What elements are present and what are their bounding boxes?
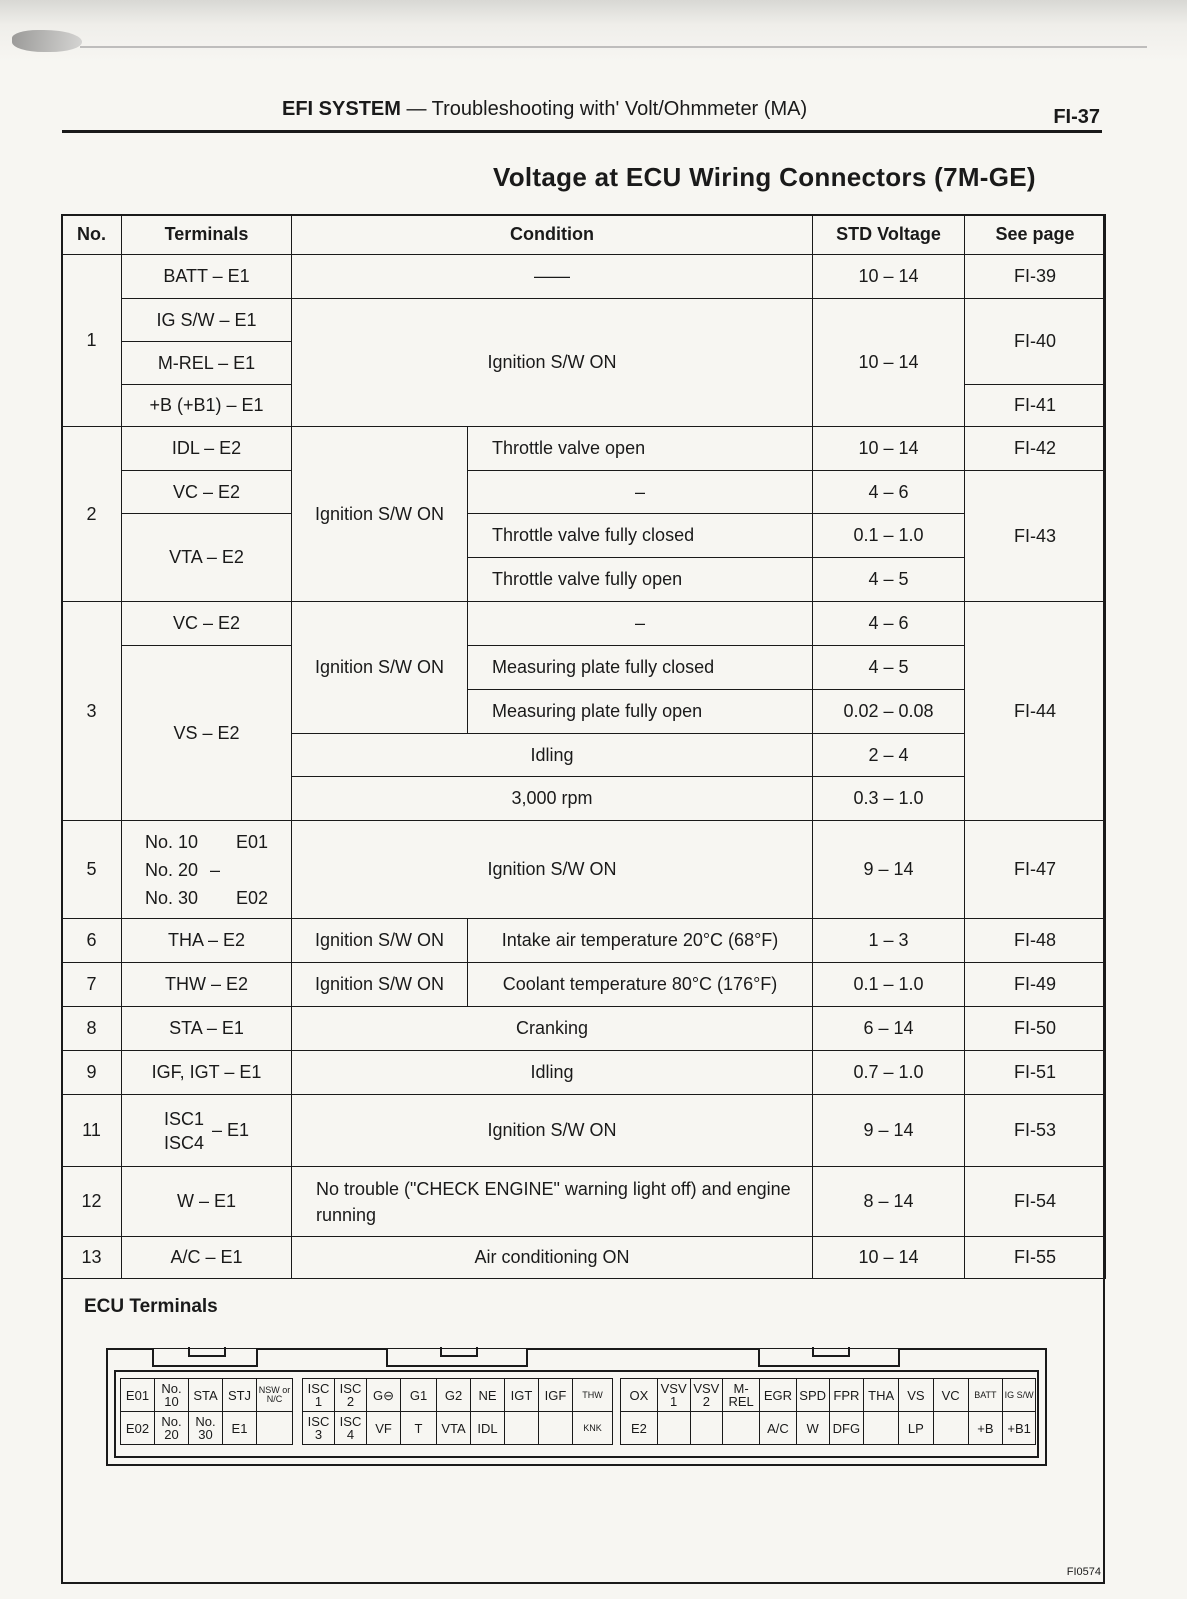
page-cell: FI-55 <box>965 1237 1106 1279</box>
page-cell: FI-42 <box>965 427 1106 471</box>
page-cell: FI-50 <box>965 1007 1106 1051</box>
connector-latch <box>152 1349 258 1367</box>
voltage-cell: 0.7 – 1.0 <box>813 1051 965 1095</box>
pin: STJ <box>223 1379 257 1412</box>
pin <box>933 1412 968 1445</box>
connector-block-3 <box>620 1378 1036 1445</box>
voltage-table <box>61 214 1106 1279</box>
pin: E1 <box>223 1412 257 1445</box>
page-cell: FI-40 <box>965 299 1106 385</box>
pin: W <box>796 1412 829 1445</box>
row-no: 5 <box>62 821 122 919</box>
pin: ISC 4 <box>335 1412 367 1445</box>
condition-cell: Measuring plate fully closed <box>468 646 813 690</box>
pin: VSV 1 <box>657 1379 690 1412</box>
connector-latch <box>758 1349 900 1367</box>
condition-cell: Throttle valve fully closed <box>468 514 813 558</box>
row-no: 6 <box>62 919 122 963</box>
terminal-cell <box>122 1095 292 1167</box>
condition-cell: —— <box>292 255 813 299</box>
figure-code: FI0574 <box>1066 1566 1101 1578</box>
condition-cell: – <box>468 471 813 514</box>
col-header-see-page: See page <box>965 215 1106 255</box>
voltage-cell: 0.1 – 1.0 <box>813 514 965 558</box>
condition-cell: Ignition S/W ON <box>292 299 813 427</box>
term-e02: E02 <box>236 887 269 908</box>
condition-cell: 3,000 rpm <box>292 777 813 821</box>
injector-terminal-group <box>145 828 268 912</box>
condition-cell: Air conditioning ON <box>292 1237 813 1279</box>
pin-row-top <box>621 1379 1036 1412</box>
col-header-condition: Condition <box>292 215 813 255</box>
table-header-row <box>62 215 1106 255</box>
voltage-cell: 4 – 5 <box>813 558 965 602</box>
pin: LP <box>899 1412 934 1445</box>
terminal-cell: A/C – E1 <box>122 1237 292 1279</box>
terminal-cell: IGF, IGT – E1 <box>122 1051 292 1095</box>
pin: +B <box>968 1412 1003 1445</box>
page-cell: FI-47 <box>965 821 1106 919</box>
condition-cell: Cranking <box>292 1007 813 1051</box>
terminal-cell: IDL – E2 <box>122 427 292 471</box>
pin: E02 <box>121 1412 155 1445</box>
table-row <box>62 1007 1106 1051</box>
row-no: 13 <box>62 1237 122 1279</box>
voltage-cell: 4 – 5 <box>813 646 965 690</box>
page-cell: FI-54 <box>965 1167 1106 1237</box>
condition-cell: – <box>468 602 813 646</box>
pin: IGT <box>505 1379 539 1412</box>
table-row <box>62 1051 1106 1095</box>
condition-cell: Idling <box>292 1051 813 1095</box>
condition-cell: Intake air temperature 20°C (68°F) <box>468 919 813 963</box>
pin <box>690 1412 723 1445</box>
voltage-cell: 1 – 3 <box>813 919 965 963</box>
header-title <box>282 98 807 121</box>
voltage-cell: 0.02 – 0.08 <box>813 690 965 734</box>
table-row <box>62 646 1106 690</box>
table-row <box>62 821 1106 919</box>
col-header-no: No. <box>62 215 122 255</box>
term-e1: – E1 <box>212 1120 250 1140</box>
pin: IGF <box>539 1379 573 1412</box>
pin <box>539 1412 573 1445</box>
condition-cell: No trouble ("CHECK ENGINE" warning light off) and engine running <box>292 1167 813 1237</box>
connector-block-2 <box>302 1378 613 1445</box>
pin: VTA <box>437 1412 471 1445</box>
pin: ISC 3 <box>303 1412 335 1445</box>
pin-row-bottom <box>303 1412 613 1445</box>
pin <box>864 1412 899 1445</box>
term-no30: No. 30 <box>144 887 198 908</box>
terminal-cell: VS – E2 <box>122 646 292 821</box>
pin: ISC 2 <box>335 1379 367 1412</box>
pin: IDL <box>471 1412 505 1445</box>
condition-cell: Coolant temperature 80°C (176°F) <box>468 963 813 1007</box>
pin: IG S/W <box>1003 1379 1036 1412</box>
condition-cell: Measuring plate fully open <box>468 690 813 734</box>
condition-cell: Ignition S/W ON <box>292 1095 813 1167</box>
pin: SPD <box>796 1379 829 1412</box>
pin: NSW or N/C <box>257 1379 293 1412</box>
page-cell: FI-53 <box>965 1095 1106 1167</box>
row-no: 7 <box>62 963 122 1007</box>
row-no: 9 <box>62 1051 122 1095</box>
terminal-cell: VTA – E2 <box>122 514 292 602</box>
scan-smudge <box>12 30 82 52</box>
terminal-cell: VC – E2 <box>122 471 292 514</box>
voltage-cell: 2 – 4 <box>813 734 965 777</box>
condition-main-cell: Ignition S/W ON <box>292 963 468 1007</box>
condition-cell: Idling <box>292 734 813 777</box>
pin: G2 <box>437 1379 471 1412</box>
table-row <box>62 1167 1106 1237</box>
voltage-cell: 10 – 14 <box>813 1237 965 1279</box>
terminal-cell: THA – E2 <box>122 919 292 963</box>
header-section: EFI SYSTEM <box>282 98 401 120</box>
scan-line <box>80 46 1147 48</box>
page-cell: FI-39 <box>965 255 1106 299</box>
header-subtitle: — Troubleshooting with' Volt/Ohmmeter (MA) <box>400 98 808 120</box>
condition-cell: Ignition S/W ON <box>292 821 813 919</box>
term-no20: No. 20 <box>144 859 198 880</box>
pin <box>723 1412 760 1445</box>
page-header <box>62 98 1102 133</box>
isc-terminal-group <box>164 1107 249 1155</box>
pin: THA <box>864 1379 899 1412</box>
pin: T <box>401 1412 437 1445</box>
condition-main-cell: Ignition S/W ON <box>292 919 468 963</box>
pin-row-top <box>121 1379 293 1412</box>
pin: STA <box>189 1379 223 1412</box>
pin: E01 <box>121 1379 155 1412</box>
pin: M-REL <box>723 1379 760 1412</box>
page-cell: FI-43 <box>965 471 1106 602</box>
voltage-cell: 6 – 14 <box>813 1007 965 1051</box>
col-header-std-voltage: STD Voltage <box>813 215 965 255</box>
row-no: 3 <box>62 602 122 821</box>
row-no: 2 <box>62 427 122 602</box>
row-no: 8 <box>62 1007 122 1051</box>
pin <box>257 1412 293 1445</box>
col-header-terminals: Terminals <box>122 215 292 255</box>
table-row <box>62 255 1106 299</box>
table-row <box>62 919 1106 963</box>
pin <box>505 1412 539 1445</box>
connector-block-1 <box>120 1378 293 1445</box>
table-row <box>62 471 1106 514</box>
terminal-cell: M-REL – E1 <box>122 342 292 385</box>
pin <box>657 1412 690 1445</box>
condition-cell: Throttle valve open <box>468 427 813 471</box>
pin: FPR <box>829 1379 864 1412</box>
term-no10: No. 10 <box>144 831 198 852</box>
term-dash: – <box>210 859 221 880</box>
table-row <box>62 514 1106 558</box>
term-e01: E01 <box>236 831 269 852</box>
page-cell: FI-49 <box>965 963 1106 1007</box>
table-row <box>62 963 1106 1007</box>
pin: VF <box>367 1412 401 1445</box>
pin-row-bottom <box>121 1412 293 1445</box>
voltage-cell: 4 – 6 <box>813 471 965 514</box>
term-isc1: ISC1 <box>163 1108 204 1129</box>
table-row <box>62 299 1106 342</box>
condition-cell: Throttle valve fully open <box>468 558 813 602</box>
row-no: 11 <box>62 1095 122 1167</box>
pin: G⊖ <box>367 1379 401 1412</box>
voltage-cell: 8 – 14 <box>813 1167 965 1237</box>
voltage-cell: 0.1 – 1.0 <box>813 963 965 1007</box>
pin: EGR <box>760 1379 797 1412</box>
voltage-cell: 9 – 14 <box>813 821 965 919</box>
pin: No. 20 <box>155 1412 189 1445</box>
pin: KNK <box>573 1412 613 1445</box>
connector-latch <box>386 1349 528 1367</box>
terminal-cell: THW – E2 <box>122 963 292 1007</box>
pin: No. 10 <box>155 1379 189 1412</box>
terminal-cell: BATT – E1 <box>122 255 292 299</box>
page-number: FI-37 <box>1053 106 1100 128</box>
page-cell: FI-48 <box>965 919 1106 963</box>
term-isc4: ISC4 <box>163 1132 204 1153</box>
pin: VC <box>933 1379 968 1412</box>
pin: VSV 2 <box>690 1379 723 1412</box>
terminal-cell: VC – E2 <box>122 602 292 646</box>
pin: THW <box>573 1379 613 1412</box>
page-cell: FI-41 <box>965 385 1106 427</box>
ecu-connector-diagram <box>106 1348 1047 1466</box>
condition-main-cell: Ignition S/W ON <box>292 602 468 734</box>
document-title: Voltage at ECU Wiring Connectors (7M-GE) <box>493 162 1036 192</box>
pin: +B1 <box>1003 1412 1036 1445</box>
table-row <box>62 1237 1106 1279</box>
condition-main-cell: Ignition S/W ON <box>292 427 468 602</box>
ecu-terminals-label: ECU Terminals <box>84 1296 218 1317</box>
terminal-cell: +B (+B1) – E1 <box>122 385 292 427</box>
voltage-cell: 10 – 14 <box>813 299 965 427</box>
pin: ISC 1 <box>303 1379 335 1412</box>
pin: NE <box>471 1379 505 1412</box>
row-no: 1 <box>62 255 122 427</box>
terminal-cell <box>122 821 292 919</box>
terminal-cell: STA – E1 <box>122 1007 292 1051</box>
pin: VS <box>899 1379 934 1412</box>
terminal-cell: IG S/W – E1 <box>122 299 292 342</box>
table-row <box>62 602 1106 646</box>
table-row <box>62 1095 1106 1167</box>
scan-edge <box>0 0 1187 62</box>
pin-row-bottom <box>621 1412 1036 1445</box>
terminal-cell: W – E1 <box>122 1167 292 1237</box>
voltage-cell: 4 – 6 <box>813 602 965 646</box>
page-cell: FI-44 <box>965 602 1106 821</box>
pin: G1 <box>401 1379 437 1412</box>
page-cell: FI-51 <box>965 1051 1106 1095</box>
pin: DFG <box>829 1412 864 1445</box>
pin-row-top <box>303 1379 613 1412</box>
pin: No. 30 <box>189 1412 223 1445</box>
voltage-cell: 10 – 14 <box>813 427 965 471</box>
voltage-cell: 9 – 14 <box>813 1095 965 1167</box>
pin: BATT <box>968 1379 1003 1412</box>
pin: OX <box>621 1379 658 1412</box>
voltage-cell: 10 – 14 <box>813 255 965 299</box>
row-no: 12 <box>62 1167 122 1237</box>
table-row <box>62 427 1106 471</box>
pin: A/C <box>760 1412 797 1445</box>
voltage-cell: 0.3 – 1.0 <box>813 777 965 821</box>
pin: E2 <box>621 1412 658 1445</box>
